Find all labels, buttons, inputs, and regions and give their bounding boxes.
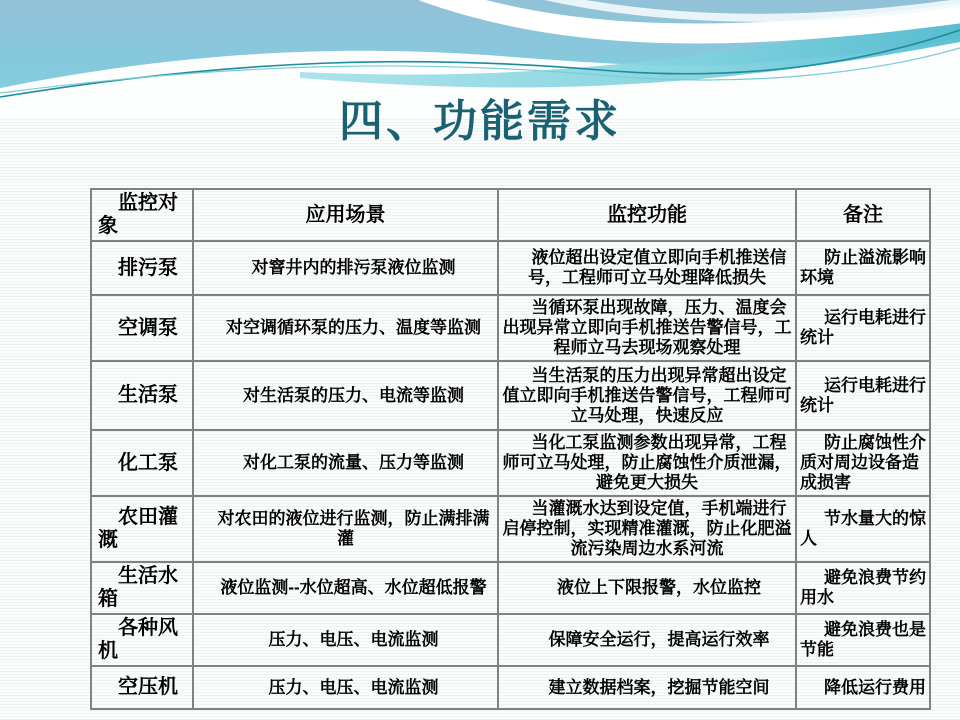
cell-object: 排污泵 — [91, 241, 193, 295]
table-row — [91, 241, 930, 295]
cell-function: 当灌溉水达到设定值，手机端进行启停控制，实现精准灌溉，防止化肥溢流污染周边水系河流 — [498, 496, 796, 562]
cell-object: 化工泵 — [91, 430, 193, 496]
cell-object: 农田灌溉 — [91, 496, 193, 562]
cell-object: 空压机 — [91, 666, 193, 709]
cell-object: 空调泵 — [91, 295, 193, 361]
cell-scenario: 对生活泵的压力、电流等监测 — [193, 361, 498, 430]
table-header-row — [91, 189, 930, 241]
cell-scenario: 液位监测--水位超高、水位超低报警 — [193, 562, 498, 614]
col-header-object: 监控对象 — [91, 189, 193, 241]
table-row — [91, 430, 930, 496]
cell-object: 生活泵 — [91, 361, 193, 430]
cell-scenario: 对空调循环泵的压力、温度等监测 — [193, 295, 498, 361]
cell-note: 运行电耗进行统计 — [796, 295, 930, 361]
col-header-note: 备注 — [796, 189, 930, 241]
cell-function: 液位上下限报警，水位监控 — [498, 562, 796, 614]
table-row — [91, 496, 930, 562]
cell-function: 液位超出设定值立即向手机推送信号，工程师可立马处理降低损失 — [498, 241, 796, 295]
cell-function: 当化工泵监测参数出现异常，工程师可立马处理，防止腐蚀性介质泄漏，避免更大损失 — [498, 430, 796, 496]
cell-scenario: 对窨井内的排污泵液位监测 — [193, 241, 498, 295]
cell-note: 防止溢流影响环境 — [796, 241, 930, 295]
cell-note: 运行电耗进行统计 — [796, 361, 930, 430]
table-row — [91, 361, 930, 430]
cell-note: 节水量大的惊人 — [796, 496, 930, 562]
page-title: 四、功能需求 — [339, 97, 621, 146]
table-row — [91, 189, 930, 241]
cell-note: 降低运行费用 — [796, 666, 930, 709]
cell-scenario: 压力、电压、电流监测 — [193, 614, 498, 666]
table-body — [91, 241, 930, 709]
col-header-scenario: 应用场景 — [193, 189, 498, 241]
table-row — [91, 614, 930, 666]
cell-object: 各种风机 — [91, 614, 193, 666]
cell-scenario: 对化工泵的流量、压力等监测 — [193, 430, 498, 496]
col-header-function: 监控功能 — [498, 189, 796, 241]
cell-scenario: 压力、电压、电流监测 — [193, 666, 498, 709]
cell-function: 建立数据档案，挖掘节能空间 — [498, 666, 796, 709]
table-row — [91, 666, 930, 709]
cell-note: 避免浪费也是节能 — [796, 614, 930, 666]
table-row — [91, 295, 930, 361]
cell-function: 当循环泵出现故障，压力、温度会出现异常立即向手机推送告警信号，工程师立马去现场观察处理 — [498, 295, 796, 361]
cell-function: 当生活泵的压力出现异常超出设定值立即向手机推送告警信号，工程师可立马处理，快速反应 — [498, 361, 796, 430]
cell-object: 生活水箱 — [91, 562, 193, 614]
cell-scenario: 对农田的液位进行监测，防止满排满灌 — [193, 496, 498, 562]
cell-note: 防止腐蚀性介质对周边设备造成损害 — [796, 430, 930, 496]
table-row — [91, 562, 930, 614]
cell-function: 保障安全运行，提高运行效率 — [498, 614, 796, 666]
cell-note: 避免浪费节约用水 — [796, 562, 930, 614]
requirements-table — [90, 188, 931, 710]
